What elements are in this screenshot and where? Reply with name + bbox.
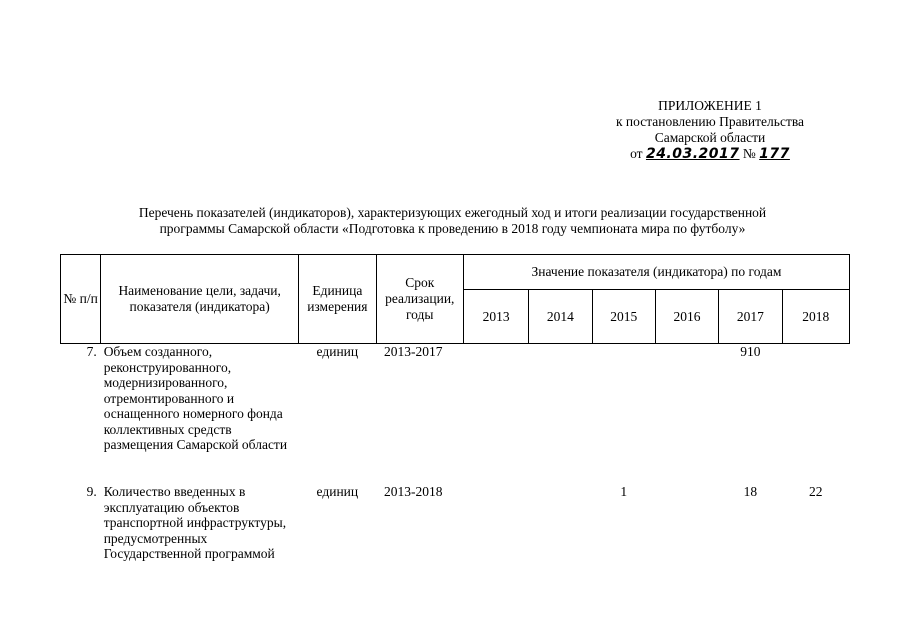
document-title xyxy=(40,205,865,237)
row-number: 7. xyxy=(86,344,97,359)
row-value-2014 xyxy=(529,344,592,483)
row-unit: единиц xyxy=(316,344,359,359)
number-label: № xyxy=(742,146,756,161)
row-value-2018 xyxy=(782,344,849,483)
table-row xyxy=(61,344,850,483)
row-unit: единиц xyxy=(316,484,359,499)
row-period: 2013-2017 xyxy=(384,344,443,359)
indicators-table xyxy=(60,254,850,562)
row-period: 2013-2018 xyxy=(384,484,443,499)
appendix-date-line xyxy=(540,146,880,162)
row-value-2017: 18 xyxy=(743,484,758,499)
row-indicator-name: Количество введенных в эксплуатацию объектов транспортной инфраструктуры, предусмотренных Государственной программой xyxy=(103,484,287,561)
row-number: 9. xyxy=(86,484,97,499)
row-value-2018: 22 xyxy=(809,484,823,499)
header-period: Срок реализации, годы xyxy=(376,255,463,344)
header-year: 2018 xyxy=(782,290,849,344)
header-values-group: Значение показателя (индикатора) по годам xyxy=(463,255,849,290)
row-indicator-name: Объем созданного, реконструированного, модернизированного, отремонтированного и оснащенного номерного фонда коллективных средств размещения Самарской области xyxy=(103,344,288,452)
header-unit: Единица измерения xyxy=(299,255,376,344)
row-value-2017: 910 xyxy=(740,344,761,359)
document-title-line-1: Перечень показателей (индикаторов), характеризующих ежегодный ход и итоги реализации государственной xyxy=(138,205,767,220)
row-value-2016 xyxy=(655,482,718,562)
handwritten-number: 177 xyxy=(759,146,790,162)
document-title-line-2: программы Самарской области «Подготовка к проведению в 2018 году чемпионата мира по футболу» xyxy=(159,221,746,236)
row-value-2015: 1 xyxy=(620,484,628,499)
row-value-2014 xyxy=(529,482,592,562)
header-year: 2014 xyxy=(529,290,592,344)
indicators-table-container xyxy=(60,254,850,562)
date-prefix: от xyxy=(630,146,643,161)
appendix-header xyxy=(540,98,880,162)
row-value-2013 xyxy=(463,482,528,562)
appendix-line-2: Самарской области xyxy=(654,130,766,145)
header-num: № п/п xyxy=(61,255,101,344)
header-year: 2015 xyxy=(592,290,655,344)
row-value-2016 xyxy=(655,344,718,483)
row-value-2015 xyxy=(592,344,655,483)
header-year: 2016 xyxy=(655,290,718,344)
table-row xyxy=(61,482,850,562)
appendix-title: ПРИЛОЖЕНИЕ 1 xyxy=(658,98,762,113)
appendix-line-1: к постановлению Правительства xyxy=(615,114,805,129)
row-value-2013 xyxy=(463,344,528,483)
header-year: 2013 xyxy=(463,290,528,344)
handwritten-date: 24.03.2017 xyxy=(645,146,740,162)
header-year: 2017 xyxy=(719,290,782,344)
header-name: Наименование цели, задачи, показателя (индикатора) xyxy=(101,255,299,344)
